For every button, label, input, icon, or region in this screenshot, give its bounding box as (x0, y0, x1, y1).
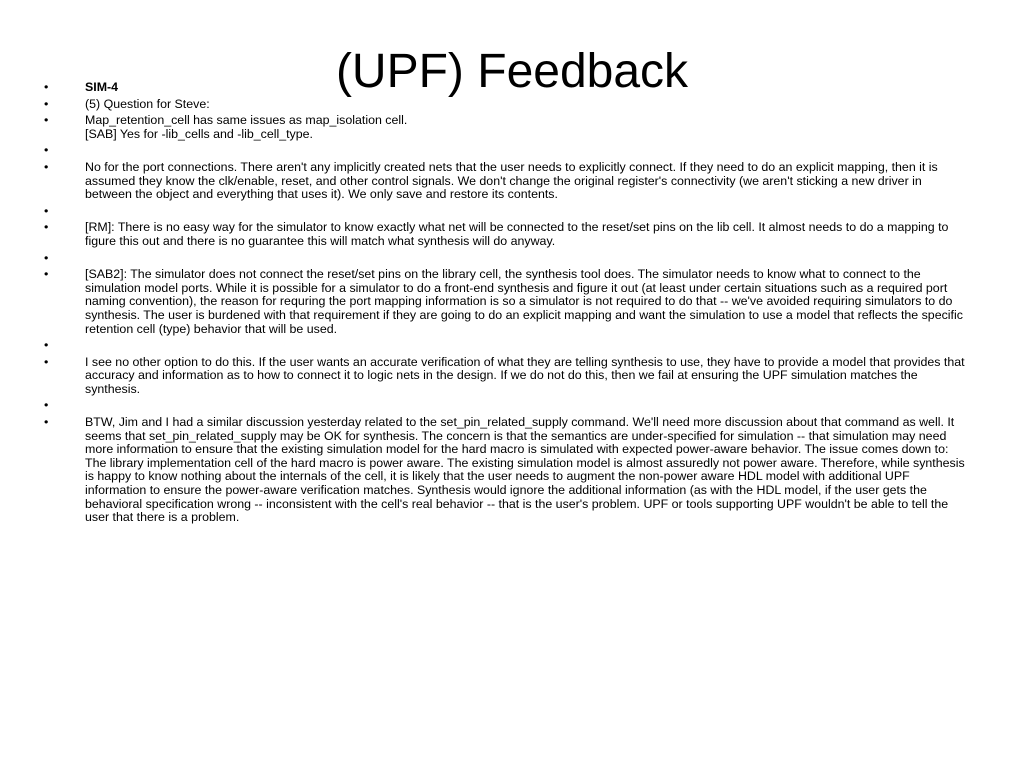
bullet-item (44, 339, 970, 353)
bullet-item (44, 81, 970, 95)
slide-title: (UPF) Feedback (335, 45, 689, 98)
bullet-marker: • (44, 80, 49, 94)
bullet-text (85, 205, 970, 219)
bullet-item (44, 416, 970, 525)
bullet-text: SIM-4 (85, 80, 119, 94)
bullet-marker: • (44, 354, 49, 369)
bullet-text (85, 252, 970, 266)
bullet-marker: • (44, 113, 49, 128)
bullet-marker: • (44, 220, 49, 235)
bullet-marker: • (44, 398, 49, 413)
bullet-item (44, 114, 970, 141)
bullet-item (44, 221, 970, 248)
bullet-item (44, 252, 970, 266)
bullet-item (44, 268, 970, 336)
bullet-item (44, 144, 970, 158)
bullet-marker: • (44, 96, 49, 111)
bullet-item (44, 161, 970, 202)
bullet-marker: • (44, 338, 49, 353)
bullet-marker: • (44, 159, 49, 174)
bullet-item (44, 205, 970, 219)
bullet-text (85, 399, 970, 413)
bullet-text: No for the port connections. There aren't any implicitly created nets that the user needs to explicitly connect. If they need to do an explicit mapping, then it is assumed they know the clk/enable, reset, and other control signals. We don't change the original register's connectivity (we aren't sticking a new driver in between the object and everything that uses it). We only save and restore its contents. (85, 159, 938, 202)
bullet-item (44, 399, 970, 413)
bullet-marker: • (44, 143, 49, 158)
bullet-item (44, 356, 970, 397)
bullet-text (85, 339, 970, 353)
bullet-marker: • (44, 415, 49, 430)
bullet-text: BTW, Jim and I had a similar discussion yesterday related to the set_pin_related_supply command. We'll need more discussion about that command as well. It seems that set_pin_related_supply may be OK for synthesis. The concern is that the semantics are under-specified for simulation -- that simulation may need more information to ensure that the existing simulation model for the hard macro is simulated with expected power-aware behavior. The issue comes down to: The library implementation cell of the hard macro is power aware. The existing simulation model is almost assuredly not power aware. Therefore, while synthesis is happy to know nothing about the internals of the cell, it is likely that the user needs to augment the non-power aware HDL model with additional UPF information to ensure the power-aware verification matches. Synthesis would ignore the additional information (as with the HDL model, if the user gets the behavioral specification wrong -- inconsistent with the cell's real behavior -- that is the user's problem. UPF or tools supporting UPF wouldn't be able to tell the user that there is a problem. (85, 415, 965, 525)
bullet-marker: • (44, 203, 49, 218)
bullet-item (44, 98, 970, 112)
bullet-text: Map_retention_cell has same issues as map_isolation cell. [SAB] Yes for -lib_cells and -lib_cell_type. (85, 113, 408, 141)
bullet-text: [RM]: There is no easy way for the simulator to know exactly what net will be connected to the reset/set pins on the lib cell. It almost needs to do a mapping to figure this out and there is no guarantee this will match what synthesis will do anyway. (85, 220, 949, 248)
bullet-list (44, 81, 970, 528)
bullet-text: [SAB2]: The simulator does not connect the reset/set pins on the library cell, the synthesis tool does. The simulator needs to know what to connect to the simulation model ports. While it is possible for a simulator to do a front-end synthesis and figure it out (at least under certain situations such as a required port naming convention), the reason for requring the port mapping information is so a simulator is not required to do that -- we've avoided requiring simulators to do synthesis. The user is burdened with that requirement if they are going to do an explicit mapping and want the simulation to use a model that reflects the specific retention cell (type) behavior that will be used. (85, 267, 963, 336)
bullet-marker: • (44, 267, 49, 282)
bullet-text (85, 144, 970, 158)
bullet-marker: • (44, 250, 49, 265)
bullet-text: (5) Question for Steve: (85, 96, 210, 111)
bullet-text: I see no other option to do this. If the user wants an accurate verification of what they are telling synthesis to use, they have to provide a model that provides that accuracy and information as to how to connect it to logic nets in the design. If we do not do this, then we fail at ensuring the UPF simulation matches the synthesis. (85, 354, 965, 396)
